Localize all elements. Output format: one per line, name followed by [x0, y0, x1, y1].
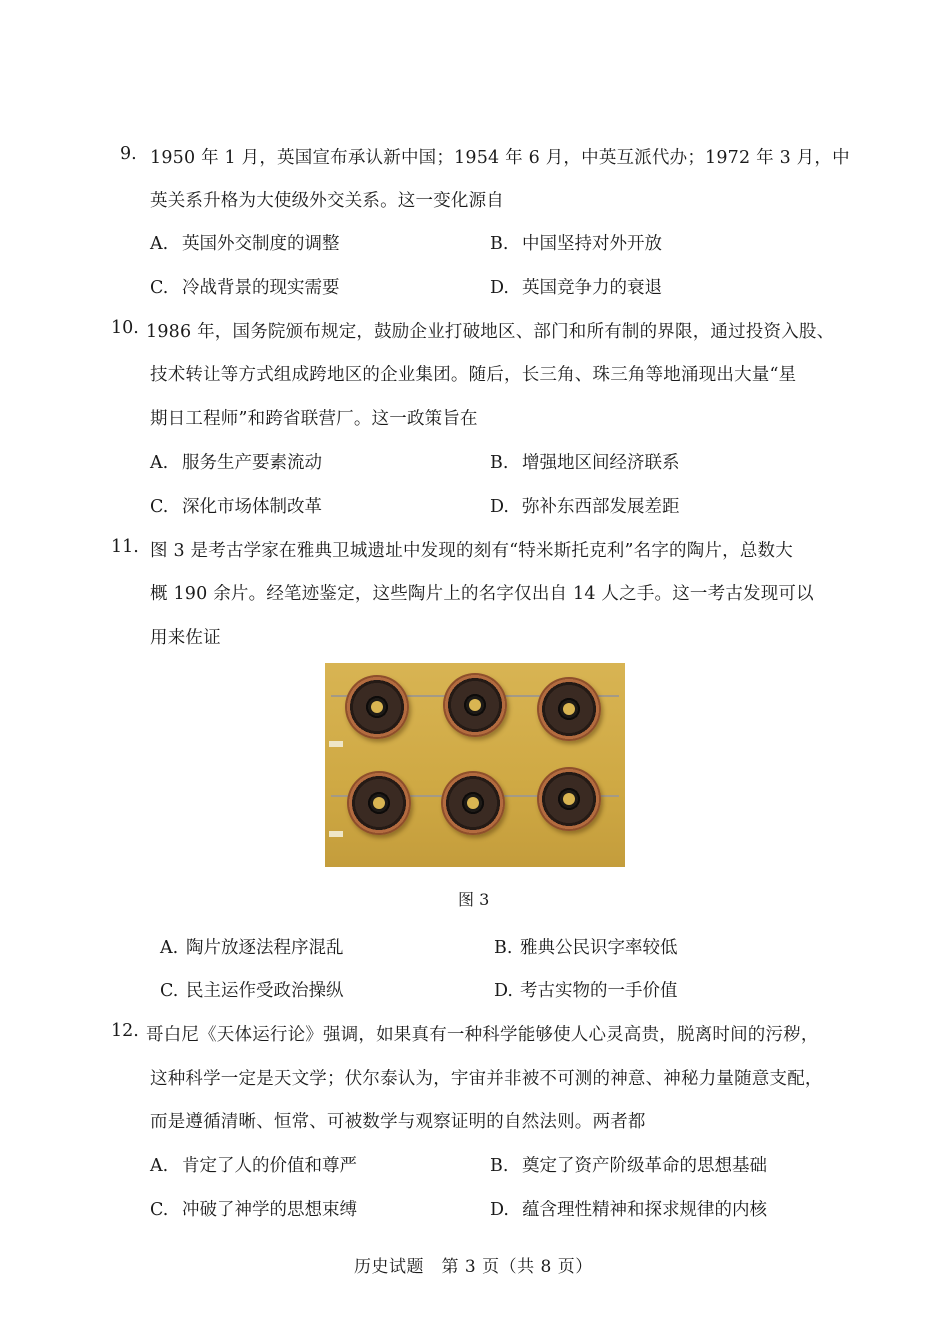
question-number: 10.	[111, 318, 139, 338]
question-number: 12.	[111, 1021, 139, 1041]
question-text-line: 用来佐证	[150, 628, 221, 648]
question-text-line: 这种科学一定是天文学；伏尔泰认为，宇宙并非被不可测的神意、神秘力量随意支配，	[150, 1069, 823, 1089]
option-b[interactable]: B. 中国坚持对外开放	[490, 234, 662, 254]
pottery-sherd	[537, 767, 601, 831]
pottery-sherd	[345, 675, 409, 739]
question-text-line: 概 190 余片。经笔迹鉴定，这些陶片上的名字仅出自 14 人之手。这一考古发现可以	[150, 584, 814, 604]
question-text-line: 图 3 是考古学家在雅典卫城遗址中发现的刻有“特米斯托克利”名字的陶片，总数大	[150, 541, 793, 561]
museum-label-tag	[329, 831, 343, 837]
pottery-sherds-photo	[325, 663, 625, 867]
option-d[interactable]: D. 英国竞争力的衰退	[490, 278, 662, 298]
option-d[interactable]: D. 蕴含理性精神和探求规律的内核	[490, 1200, 767, 1220]
figure-caption: 图 3	[458, 890, 490, 909]
pottery-sherd	[443, 673, 507, 737]
option-b[interactable]: B. 增强地区间经济联系	[490, 453, 680, 473]
pottery-sherd	[441, 771, 505, 835]
option-a[interactable]: A. 英国外交制度的调整	[150, 234, 340, 254]
question-number: 11.	[111, 537, 139, 557]
option-d[interactable]: D. 弥补东西部发展差距	[490, 497, 680, 517]
option-d[interactable]: D. 考古实物的一手价值	[494, 981, 678, 1001]
question-text-line: 哥白尼《天体运行论》强调，如果真有一种科学能够使人心灵高贵，脱离时间的污秽，	[146, 1025, 819, 1045]
option-a[interactable]: A. 肯定了人的价值和尊严	[150, 1156, 357, 1176]
option-a[interactable]: A. 服务生产要素流动	[150, 453, 322, 473]
question-text-line: 技术转让等方式组成跨地区的企业集团。随后，长三角、珠三角等地涌现出大量“星	[150, 365, 797, 385]
option-a[interactable]: A. 陶片放逐法程序混乱	[160, 938, 344, 958]
option-b[interactable]: B. 雅典公民识字率较低	[494, 938, 678, 958]
question-text-line: 1950 年 1 月，英国宣布承认新中国；1954 年 6 月，中英互派代办；1972 年 3 月，中	[150, 148, 850, 168]
question-text-line: 期日工程师”和跨省联营厂。这一政策旨在	[150, 409, 478, 429]
option-b[interactable]: B. 奠定了资产阶级革命的思想基础	[490, 1156, 767, 1176]
page-footer: 历史试题 第 3 页（共 8 页）	[354, 1257, 593, 1277]
pottery-sherd	[537, 677, 601, 741]
option-c[interactable]: C. 民主运作受政治操纵	[160, 981, 344, 1001]
question-text-line: 1986 年，国务院颁布规定，鼓励企业打破地区、部门和所有制的界限，通过投资入股、	[146, 322, 835, 342]
pottery-sherd	[347, 771, 411, 835]
question-text-line: 而是遵循清晰、恒常、可被数学与观察证明的自然法则。两者都	[150, 1112, 646, 1132]
option-c[interactable]: C. 冲破了神学的思想束缚	[150, 1200, 357, 1220]
museum-label-tag	[329, 741, 343, 747]
option-c[interactable]: C. 冷战背景的现实需要	[150, 278, 340, 298]
question-number: 9.	[120, 144, 137, 164]
option-c[interactable]: C. 深化市场体制改革	[150, 497, 322, 517]
question-text-line: 英关系升格为大使级外交关系。这一变化源自	[150, 191, 504, 211]
